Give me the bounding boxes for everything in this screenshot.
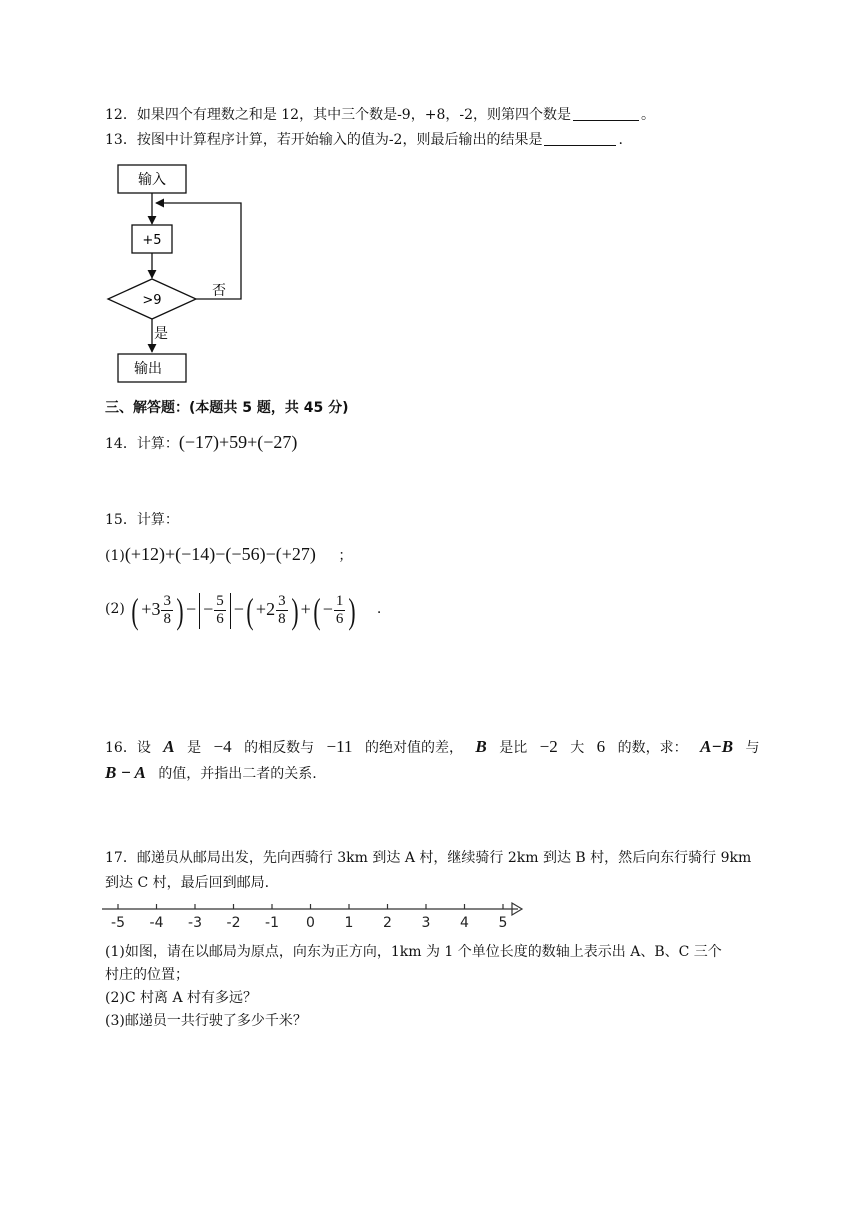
- question-15-part-1: [105, 540, 352, 570]
- question-13-text: 13．按图中计算程序计算，若开始输入的值为-2，则最后输出的结果是: [105, 132, 543, 148]
- question-15-part-2: [105, 588, 381, 632]
- answer-blank-13[interactable]: [544, 131, 616, 146]
- q16-var-a: A: [163, 737, 175, 756]
- question-12-text: 12．如果四个有理数之和是 12，其中三个数是-9，+8，-2，则第四个数是: [105, 107, 571, 123]
- q16-text-mid2: 的绝对值的差，: [364, 740, 463, 756]
- flow-no-label: 否: [212, 283, 226, 299]
- q16-num-neg4: −4: [213, 737, 232, 756]
- question-16-line-1: [105, 735, 760, 760]
- flow-condition-label: >9: [142, 293, 162, 308]
- question-17-line-1: 17．邮递员从邮局出发，先向西骑行 3km 到达 A 村，继续骑行 2km 到达 B 村，然后向东行骑行 9km: [105, 850, 752, 866]
- question-15-part-2-expression: ( +3 $\frac{3}{8}$ ) − − $\frac{5}{6}$ −( +2 $\frac{3}{8}$ ) +( − $\frac{1}{6}$ ): [131, 590, 356, 631]
- flowchart: [100, 160, 260, 390]
- number-line: [100, 900, 530, 930]
- question-12-tail: 。: [641, 107, 655, 123]
- number-line-tick-label: 3: [421, 915, 431, 930]
- q16-text-tail: 的值，并指出二者的关系.: [158, 766, 317, 782]
- q16-text-mid1: 的相反数与: [244, 740, 315, 756]
- question-15-part-2-label: (2): [105, 601, 125, 617]
- question-14-label: 14．计算：: [105, 436, 179, 452]
- section-3-heading: 三、解答题：(本题共 5 题，共 45 分): [105, 400, 349, 416]
- question-13: [105, 130, 623, 150]
- q16-expr-b-minus-a: B − A: [105, 763, 146, 782]
- flow-add-label: +5: [142, 233, 162, 248]
- flow-output-label: 输出: [134, 361, 162, 377]
- q16-num-neg2: −2: [539, 737, 558, 756]
- number-line-tick-label: -4: [149, 915, 164, 930]
- q16-num-neg11: −11: [326, 737, 353, 756]
- q16-var-b: B: [475, 737, 487, 756]
- question-15-part-1-expression: (+12)+(−14)−(−56)−(+27): [124, 544, 316, 564]
- question-15-part-1-tail: ；: [338, 548, 353, 564]
- flow-yes-label: 是: [154, 326, 168, 342]
- number-line-tick-label: -2: [226, 915, 241, 930]
- question-12: [105, 105, 655, 125]
- question-17-part-3: (3)邮递员一共行驶了多少千米？: [105, 1013, 307, 1029]
- number-line-tick-label: 1: [344, 915, 354, 930]
- q16-text-mid3: 是比: [499, 740, 528, 756]
- number-line-tick-label: 4: [460, 915, 469, 930]
- q16-num-six: 6: [596, 737, 606, 756]
- question-17-part-1-line-2: 村庄的位置；: [105, 967, 189, 983]
- question-14-expression: (−17)+59+(−27): [178, 432, 298, 452]
- question-15-part-2-tail: .: [376, 601, 382, 617]
- number-line-tick-label: -1: [265, 915, 279, 930]
- question-15-part-1-label: (1): [105, 548, 125, 564]
- number-line-tick-label: 2: [383, 915, 392, 930]
- q16-text-big: 大: [570, 740, 585, 756]
- number-line-tick-label: -5: [111, 915, 125, 930]
- question-17-line-2: 到达 C 村，最后回到邮局.: [105, 875, 270, 891]
- number-line-tick-label: 5: [498, 915, 508, 930]
- q16-text-yu: 与: [745, 740, 760, 756]
- question-14: [105, 428, 297, 458]
- question-16-line-2: [105, 761, 317, 786]
- answer-blank-12[interactable]: [573, 106, 639, 121]
- question-17-part-1-line-1: (1)如图，请在以邮局为原点，向东为正方向，1km 为 1 个单位长度的数轴上表示出 A、B、C 三个: [105, 944, 722, 960]
- number-line-tick-label: 0: [306, 915, 315, 930]
- question-17-part-2: (2)C 村离 A 村有多远？: [105, 990, 258, 1006]
- q16-text-a: 16．设: [105, 740, 151, 756]
- flow-input-label: 输入: [138, 172, 166, 188]
- number-line-tick-label: -3: [188, 915, 202, 930]
- q16-text-is: 是: [187, 740, 202, 756]
- question-13-tail: .: [618, 132, 623, 148]
- question-15-label: 15．计算：: [105, 512, 179, 528]
- q16-text-mid4: 的数，求：: [617, 740, 688, 756]
- q16-expr-a-minus-b: A−B: [700, 737, 734, 756]
